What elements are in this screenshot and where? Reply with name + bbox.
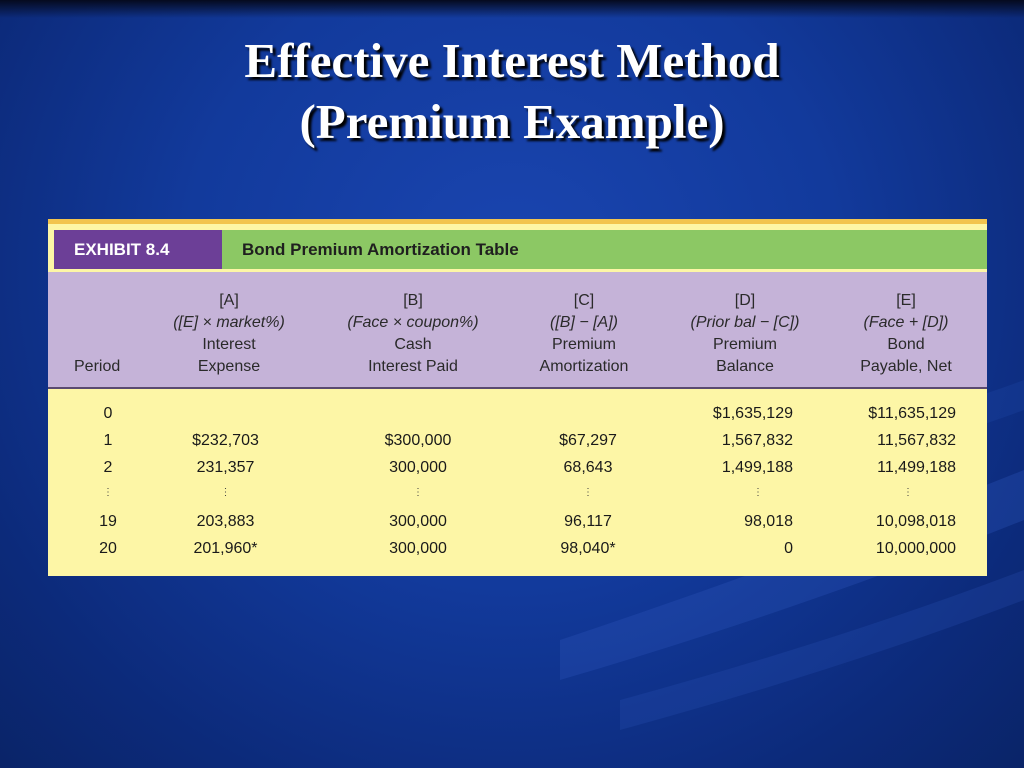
header-col-e-formula: (Face + [D]) — [863, 314, 949, 331]
header-col-d — [670, 290, 820, 378]
cell-premium-balance: 1,499,188 — [721, 459, 793, 476]
cell-interest-expense: $232,703 — [192, 432, 259, 449]
slide-title-line2: (Premium Example) — [299, 94, 725, 149]
cell-premium-amortization: 96,117 — [564, 513, 612, 530]
header-col-c-formula: ([B] − [A]) — [549, 314, 618, 331]
cell-period: 20 — [99, 540, 117, 557]
cell-bond-payable: $11,635,129 — [868, 405, 956, 422]
header-col-b-formula: (Face × coupon%) — [347, 314, 479, 331]
cell-interest-expense: 231,357 — [196, 459, 255, 476]
exhibit-table — [48, 219, 987, 576]
cell-bond-payable: 10,000,000 — [875, 540, 956, 557]
header-col-d-line1: Premium — [712, 336, 777, 353]
table-row — [48, 454, 987, 481]
table-row-ellipsis — [48, 481, 987, 508]
cell-cash-interest: $300,000 — [384, 432, 452, 449]
cell-premium-balance: 98,018 — [744, 513, 793, 530]
cell-premium-balance: 0 — [784, 540, 793, 557]
exhibit-title: Bond Premium Amortization Table — [222, 230, 987, 269]
cell-bond-payable: 11,499,188 — [877, 459, 956, 476]
exhibit-header — [48, 230, 987, 269]
header-col-a-line2: Expense — [197, 358, 261, 375]
header-col-a-code: [A] — [219, 292, 239, 309]
header-col-e-line2: Payable, Net — [860, 358, 952, 375]
header-col-c-line2: Amortization — [539, 358, 629, 375]
header-col-b-code: [B] — [403, 292, 423, 309]
table-body — [48, 400, 987, 562]
header-col-b — [333, 290, 493, 378]
table-row — [48, 400, 987, 427]
header-col-e-code: [E] — [896, 292, 916, 309]
header-col-e — [843, 290, 969, 378]
table-row — [48, 427, 987, 454]
cell-cash-interest: 300,000 — [389, 513, 447, 530]
header-col-a-line1: Interest — [202, 336, 256, 353]
cell-period: 0 — [103, 405, 113, 422]
cell-period: 1 — [103, 432, 113, 449]
header-col-d-line2: Balance — [716, 358, 774, 375]
cell-premium-amortization: ⋮ — [583, 487, 593, 498]
cell-bond-payable: ⋮ — [903, 487, 913, 498]
slide-title-line1: Effective Interest Method — [244, 33, 780, 88]
column-headers — [48, 272, 987, 389]
table-row — [48, 508, 987, 535]
cell-premium-amortization: $67,297 — [559, 432, 617, 449]
top-shadow-band — [0, 0, 1024, 18]
cell-interest-expense: 203,883 — [196, 513, 255, 530]
header-col-c-code: [C] — [573, 292, 595, 309]
header-col-b-line2: Interest Paid — [368, 358, 458, 375]
header-col-e-line1: Bond — [887, 336, 925, 353]
cell-interest-expense: 201,960* — [193, 540, 258, 557]
cell-cash-interest: 300,000 — [389, 459, 447, 476]
cell-premium-balance: $1,635,129 — [712, 405, 793, 422]
header-col-c — [518, 290, 650, 378]
table-row — [48, 535, 987, 562]
cell-period: 19 — [99, 513, 117, 530]
header-col-a — [158, 290, 300, 378]
cell-bond-payable: 10,098,018 — [875, 513, 956, 530]
exhibit-label: EXHIBIT 8.4 — [54, 230, 222, 269]
cell-interest-expense: ⋮ — [220, 487, 231, 498]
cell-premium-balance: ⋮ — [753, 487, 763, 498]
cell-premium-balance: 1,567,832 — [721, 432, 793, 449]
slide-title — [0, 30, 1024, 152]
header-col-c-line1: Premium — [551, 336, 616, 353]
cell-cash-interest: ⋮ — [413, 487, 423, 498]
cell-bond-payable: 11,567,832 — [877, 432, 956, 449]
cell-period: ⋮ — [103, 487, 113, 498]
cell-cash-interest: 300,000 — [389, 540, 447, 557]
cell-premium-amortization: 68,643 — [563, 459, 613, 476]
cell-period: 2 — [103, 459, 113, 476]
header-col-d-code: [D] — [734, 292, 756, 309]
header-period: Period — [74, 358, 121, 375]
header-col-a-formula: ([E] × market%) — [173, 314, 285, 331]
header-col-b-line1: Cash — [394, 336, 432, 353]
cell-premium-amortization: 98,040* — [560, 540, 616, 557]
header-col-d-formula: (Prior bal − [C]) — [690, 314, 800, 331]
